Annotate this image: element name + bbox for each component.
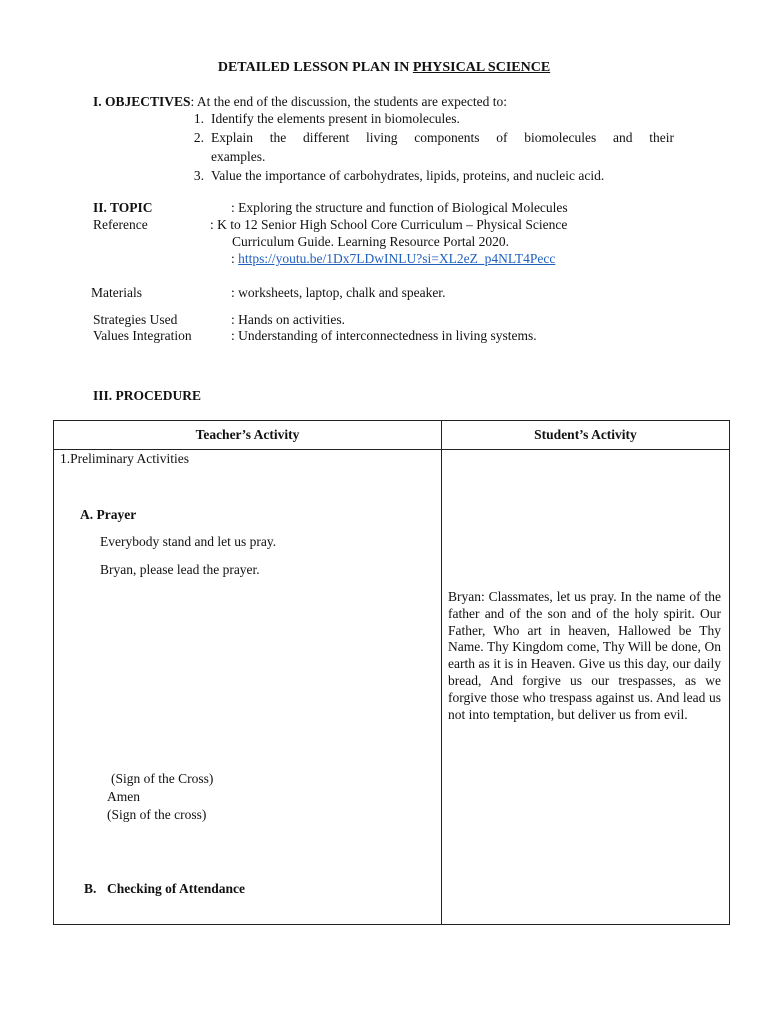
objective-number: 3. <box>193 168 204 183</box>
objective-text: Identify the elements present in biomolecules. <box>211 111 460 126</box>
values-value: : Understanding of interconnectedness in living systems. <box>231 328 537 343</box>
sign-of-cross-1: (Sign of the Cross) <box>111 771 214 786</box>
attendance-heading: Checking of Attendance <box>107 881 245 896</box>
objectives-intro: : At the end of the discussion, the students are expected to: <box>190 94 507 109</box>
reference-link[interactable]: https://youtu.be/1Dx7LDwINLU?si=XL2eZ_p4NLT4Pecc <box>238 251 556 266</box>
objectives-heading: I. OBJECTIVES <box>93 94 191 109</box>
objective-text-continued: examples. <box>211 149 266 164</box>
prayer-instruction: Everybody stand and let us pray. <box>100 534 277 549</box>
materials-value: : worksheets, laptop, chalk and speaker. <box>231 285 446 300</box>
title-prefix: DETAILED LESSON PLAN IN <box>217 60 413 75</box>
materials-label: Materials <box>91 285 142 300</box>
amen-text: Amen <box>107 789 140 804</box>
objective-text: Value the importance of carbohydrates, lipids, proteins, and nucleic acid. <box>211 168 605 183</box>
preliminary-activities: 1.Preliminary Activities <box>60 451 189 466</box>
topic-heading: II. TOPIC <box>93 200 153 215</box>
reference-line-1: : K to 12 Senior High School Core Curriculum – Physical Science <box>210 217 568 232</box>
reference-line-2: Curriculum Guide. Learning Resource Portal 2020. <box>232 234 510 249</box>
objective-number: 2. <box>193 130 204 145</box>
teacher-activity-header: Teacher’s Activity <box>54 421 442 450</box>
objective-text: Explain the different living components of biomolecules and their <box>211 130 674 145</box>
prayer-leader-request: Bryan, please lead the prayer. <box>100 562 260 577</box>
title-subject: PHYSICAL SCIENCE <box>412 60 551 75</box>
values-label: Values Integration <box>93 328 192 343</box>
objective-number: 1. <box>193 111 204 126</box>
prayer-heading: A. Prayer <box>80 507 137 522</box>
strategies-label: Strategies Used <box>93 312 178 327</box>
attendance-letter: B. <box>84 881 97 896</box>
bryan-prayer-text: Bryan: Classmates, let us pray. In the name of the father and of the son and of the holy spirit. Our Father, Who art in heaven, Hallowed be Thy Name. Thy Kingdom come, Thy Will be done, On earth as it is in Heaven. Give us this day, our daily bread, And forgive us our trespasses, as we forgive those who trespass against us. And lead us not into temptation, but deliver us from evil. <box>448 589 721 722</box>
table-row <box>54 450 730 925</box>
strategies-value: : Hands on activities. <box>231 312 345 327</box>
procedure-heading: III. PROCEDURE <box>93 388 202 403</box>
reference-link-line <box>231 251 555 267</box>
student-activity-cell <box>442 450 730 925</box>
teacher-activity-cell <box>54 450 442 925</box>
objectives-line <box>93 94 507 110</box>
reference-label: Reference <box>93 217 148 232</box>
sign-of-cross-2: (Sign of the cross) <box>107 807 207 822</box>
table-header-row <box>54 421 730 450</box>
topic-value: : Exploring the structure and function of Biological Molecules <box>231 200 568 215</box>
procedure-table <box>53 420 730 925</box>
document-title <box>0 60 768 76</box>
student-activity-header: Student’s Activity <box>442 421 730 450</box>
reference-colon: : <box>231 251 239 266</box>
